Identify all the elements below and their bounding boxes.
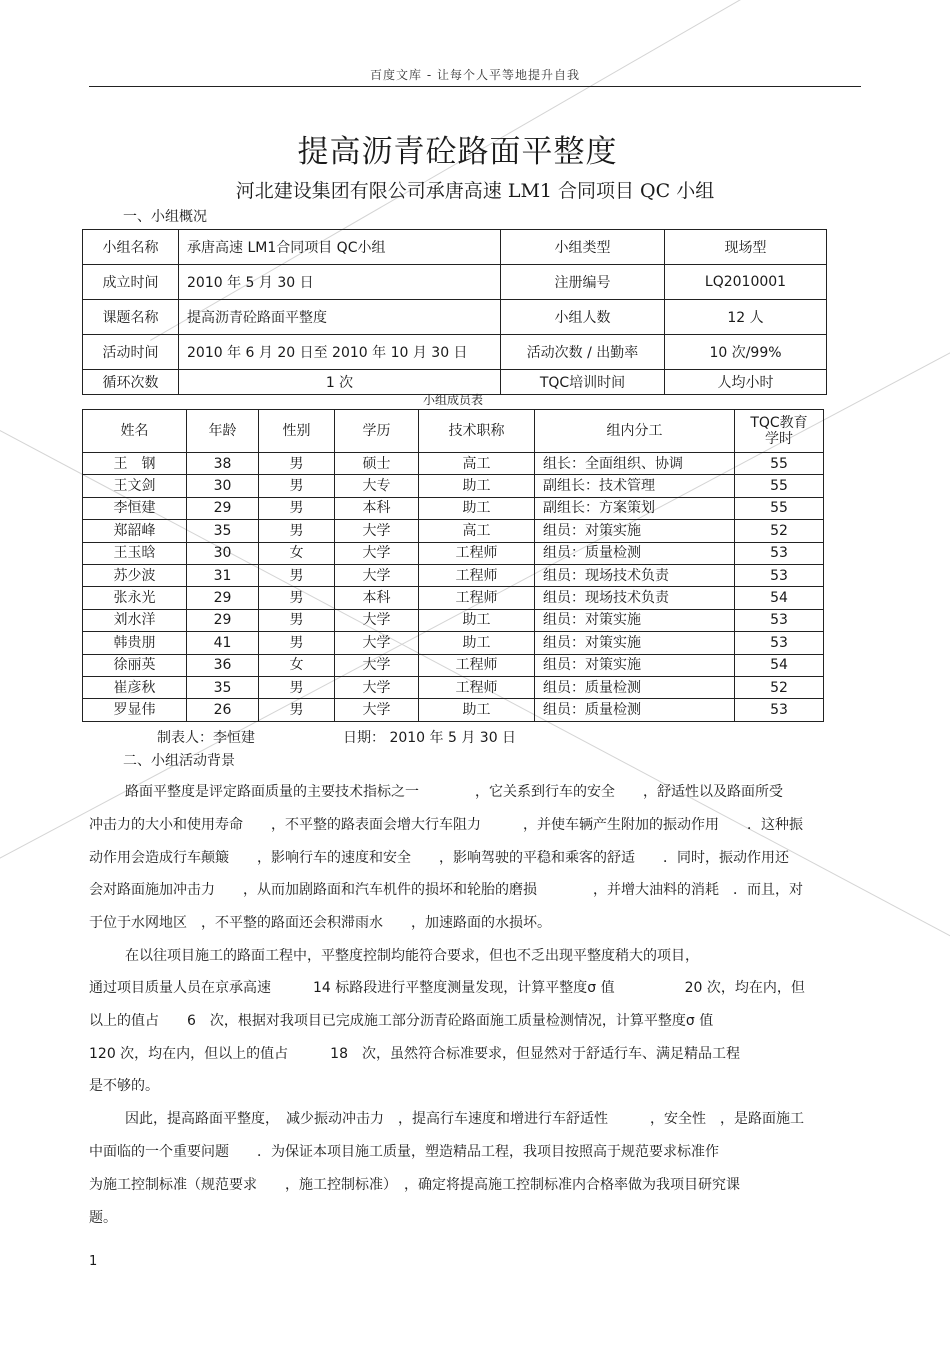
text-line: 冲击力的大小和使用寿命 ，不平整的路表面会增大行车阻力 ，并使车辆产生附加的振动作用 ．这种振 [89,817,803,833]
overview-value: 现场型 [665,230,827,265]
overview-label: 活动时间 [83,335,179,370]
member-education: 大学 [335,654,419,676]
members-header-row [83,410,824,453]
overview-value: 2010 年 6 月 20 日至 2010 年 10 月 30 日 [179,335,501,370]
member-tqc-hours: 53 [735,542,824,564]
header-hours: 学时 [765,431,793,447]
text-line: 路面平整度是评定路面质量的主要技术指标之一 ，它关系到行车的安全 ，舒适性以及路面所受 [125,784,783,800]
member-duty: 组员：质量检测 [535,699,735,721]
member-row [83,475,824,497]
member-age: 30 [187,542,259,564]
overview-label: TQC培训时间 [501,370,665,395]
member-title: 助工 [419,632,535,654]
overview-label: 课题名称 [83,300,179,335]
member-education: 大学 [335,699,419,721]
member-education: 大学 [335,632,419,654]
overview-value: 人均小时 [665,370,827,395]
overview-value: 10 次/99% [665,335,827,370]
member-tqc-hours: 53 [735,609,824,631]
member-gender: 男 [259,632,335,654]
member-gender: 男 [259,609,335,631]
member-education: 大学 [335,520,419,542]
member-row [83,676,824,698]
overview-label: 小组人数 [501,300,665,335]
member-row [83,520,824,542]
member-education: 硕士 [335,453,419,475]
text-line: 动作用会造成行车颠簸 ，影响行车的速度和安全 ，影响驾驶的平稳和乘客的舒适 ．同时，振动作用还 [89,850,789,866]
member-duty: 组员：质量检测 [535,676,735,698]
table-date: 日期： 2010 年 5 月 30 日 [343,730,517,746]
member-duty: 组员：对策实施 [535,609,735,631]
members-table-caption: 小组成员表 [422,393,483,407]
overview-label: 成立时间 [83,265,179,300]
overview-value: 承唐高速 LM1合同项目 QC小组 [179,230,501,265]
text-line: 题。 [89,1210,117,1226]
member-age: 30 [187,475,259,497]
member-duty: 组员：现场技术负责 [535,587,735,609]
member-title: 助工 [419,609,535,631]
page-number: 1 [89,1254,98,1269]
overview-value: LQ2010001 [665,265,827,300]
section-heading-background: 二、小组活动背景 [123,753,235,769]
member-age: 26 [187,699,259,721]
member-name: 崔彦秋 [83,676,187,698]
member-age: 36 [187,654,259,676]
header-tqc: TQC教育 [750,415,808,431]
overview-label: 小组名称 [83,230,179,265]
member-row [83,542,824,564]
member-row [83,632,824,654]
overview-value: 12 人 [665,300,827,335]
member-gender: 男 [259,676,335,698]
member-name: 王玉晗 [83,542,187,564]
member-name: 韩贵朋 [83,632,187,654]
overview-row [83,230,827,265]
member-tqc-hours: 53 [735,632,824,654]
member-duty: 组员：现场技术负责 [535,564,735,586]
text-line: 于位于水网地区 ，不平整的路面还会积滞雨水 ，加速路面的水损坏。 [89,915,551,931]
member-title: 高工 [419,453,535,475]
header-tqc-hours [735,410,824,453]
overview-label: 注册编号 [501,265,665,300]
member-gender: 女 [259,654,335,676]
text-line: 120 次，均在内，但以上的值占 18 次，虽然符合标准要求，但显然对于舒适行车、满足精品工程 [89,1046,740,1062]
member-gender: 男 [259,564,335,586]
member-name: 王 钢 [83,453,187,475]
member-name: 刘水洋 [83,609,187,631]
text-line: 中面临的一个重要问题 ．为保证本项目施工质量，塑造精品工程，我项目按照高于规范要求标准作 [89,1144,719,1160]
member-name: 苏少波 [83,564,187,586]
member-gender: 女 [259,542,335,564]
member-row [83,587,824,609]
member-title: 助工 [419,497,535,519]
overview-label: 循环次数 [83,370,179,395]
member-duty: 组员：质量检测 [535,542,735,564]
member-title: 助工 [419,699,535,721]
member-education: 大学 [335,609,419,631]
overview-row [83,300,827,335]
header-divider [89,86,861,87]
header-name: 姓名 [83,410,187,453]
member-duty: 副组长：方案策划 [535,497,735,519]
overview-row [83,265,827,300]
member-name: 郑韶峰 [83,520,187,542]
member-tqc-hours: 55 [735,497,824,519]
overview-row [83,335,827,370]
member-gender: 男 [259,453,335,475]
member-tqc-hours: 55 [735,453,824,475]
member-duty: 组员：对策实施 [535,520,735,542]
document-title: 提高沥青砼路面平整度 [297,134,618,170]
member-tqc-hours: 54 [735,654,824,676]
member-duty: 组员：对策实施 [535,654,735,676]
header-title: 技术职称 [419,410,535,453]
member-age: 29 [187,587,259,609]
member-name: 张永光 [83,587,187,609]
member-gender: 男 [259,497,335,519]
member-title: 工程师 [419,676,535,698]
member-row [83,609,824,631]
member-title: 工程师 [419,654,535,676]
member-gender: 男 [259,475,335,497]
member-education: 本科 [335,587,419,609]
member-education: 大专 [335,475,419,497]
member-name: 王文剑 [83,475,187,497]
header-education: 学历 [335,410,419,453]
member-age: 29 [187,609,259,631]
text-line: 是不够的。 [89,1078,159,1094]
member-tqc-hours: 53 [735,564,824,586]
member-age: 35 [187,676,259,698]
member-age: 31 [187,564,259,586]
member-name: 徐丽英 [83,654,187,676]
text-line: 会对路面施加冲击力 ，从而加剧路面和汽车机件的损坏和轮胎的磨损 ，并增大油料的消耗 ．而且，对 [89,882,803,898]
overview-value: 2010 年 5 月 30 日 [179,265,501,300]
header-age: 年龄 [187,410,259,453]
member-row [83,453,824,475]
member-age: 35 [187,520,259,542]
overview-label: 小组类型 [501,230,665,265]
member-row [83,699,824,721]
member-gender: 男 [259,587,335,609]
overview-label: 活动次数 / 出勤率 [501,335,665,370]
member-tqc-hours: 53 [735,699,824,721]
header-gender: 性别 [259,410,335,453]
member-title: 工程师 [419,564,535,586]
member-tqc-hours: 52 [735,520,824,542]
member-name: 李恒建 [83,497,187,519]
member-age: 29 [187,497,259,519]
member-name: 罗显伟 [83,699,187,721]
section-heading-overview: 一、小组概况 [123,209,207,225]
page-header: 百度文库 - 让每个人平等地提升自我 [370,68,580,82]
overview-value: 提高沥青砼路面平整度 [179,300,501,335]
text-line: 通过项目质量人员在京承高速 14 标路段进行平整度测量发现，计算平整度σ 值 20 次，均在内，但 [89,980,805,996]
member-age: 38 [187,453,259,475]
members-table [82,409,824,722]
member-title: 工程师 [419,542,535,564]
member-age: 41 [187,632,259,654]
member-row [83,564,824,586]
member-education: 大学 [335,542,419,564]
text-line: 因此，提高路面平整度， 减少振动冲击力 ，提高行车速度和增进行车舒适性 ，安全性 ，是路面施工 [125,1111,804,1127]
text-line: 以上的值占 6 次，根据对我项目已完成施工部分沥青砼路面施工质量检测情况，计算平整度σ 值 [89,1013,714,1029]
member-education: 大学 [335,676,419,698]
header-duty: 组内分工 [535,410,735,453]
member-education: 大学 [335,564,419,586]
table-maker: 制表人：李恒建 [157,730,255,746]
overview-value: 1 次 [179,370,501,395]
overview-table [82,229,827,395]
member-gender: 男 [259,699,335,721]
member-duty: 组长：全面组织、协调 [535,453,735,475]
member-row [83,497,824,519]
member-tqc-hours: 54 [735,587,824,609]
member-title: 高工 [419,520,535,542]
document-subtitle: 河北建设集团有限公司承唐高速 LM1 合同项目 QC 小组 [235,180,715,202]
member-gender: 男 [259,520,335,542]
member-row [83,654,824,676]
member-tqc-hours: 52 [735,676,824,698]
member-title: 助工 [419,475,535,497]
member-title: 工程师 [419,587,535,609]
member-tqc-hours: 55 [735,475,824,497]
member-education: 本科 [335,497,419,519]
member-duty: 副组长：技术管理 [535,475,735,497]
text-line: 在以往项目施工的路面工程中，平整度控制均能符合要求，但也不乏出现平整度稍大的项目， [125,948,699,964]
text-line: 为施工控制标准（规范要求 ，施工控制标准） ，确定将提高施工控制标准内合格率做为我项目研究课 [89,1177,740,1193]
member-duty: 组员：对策实施 [535,632,735,654]
